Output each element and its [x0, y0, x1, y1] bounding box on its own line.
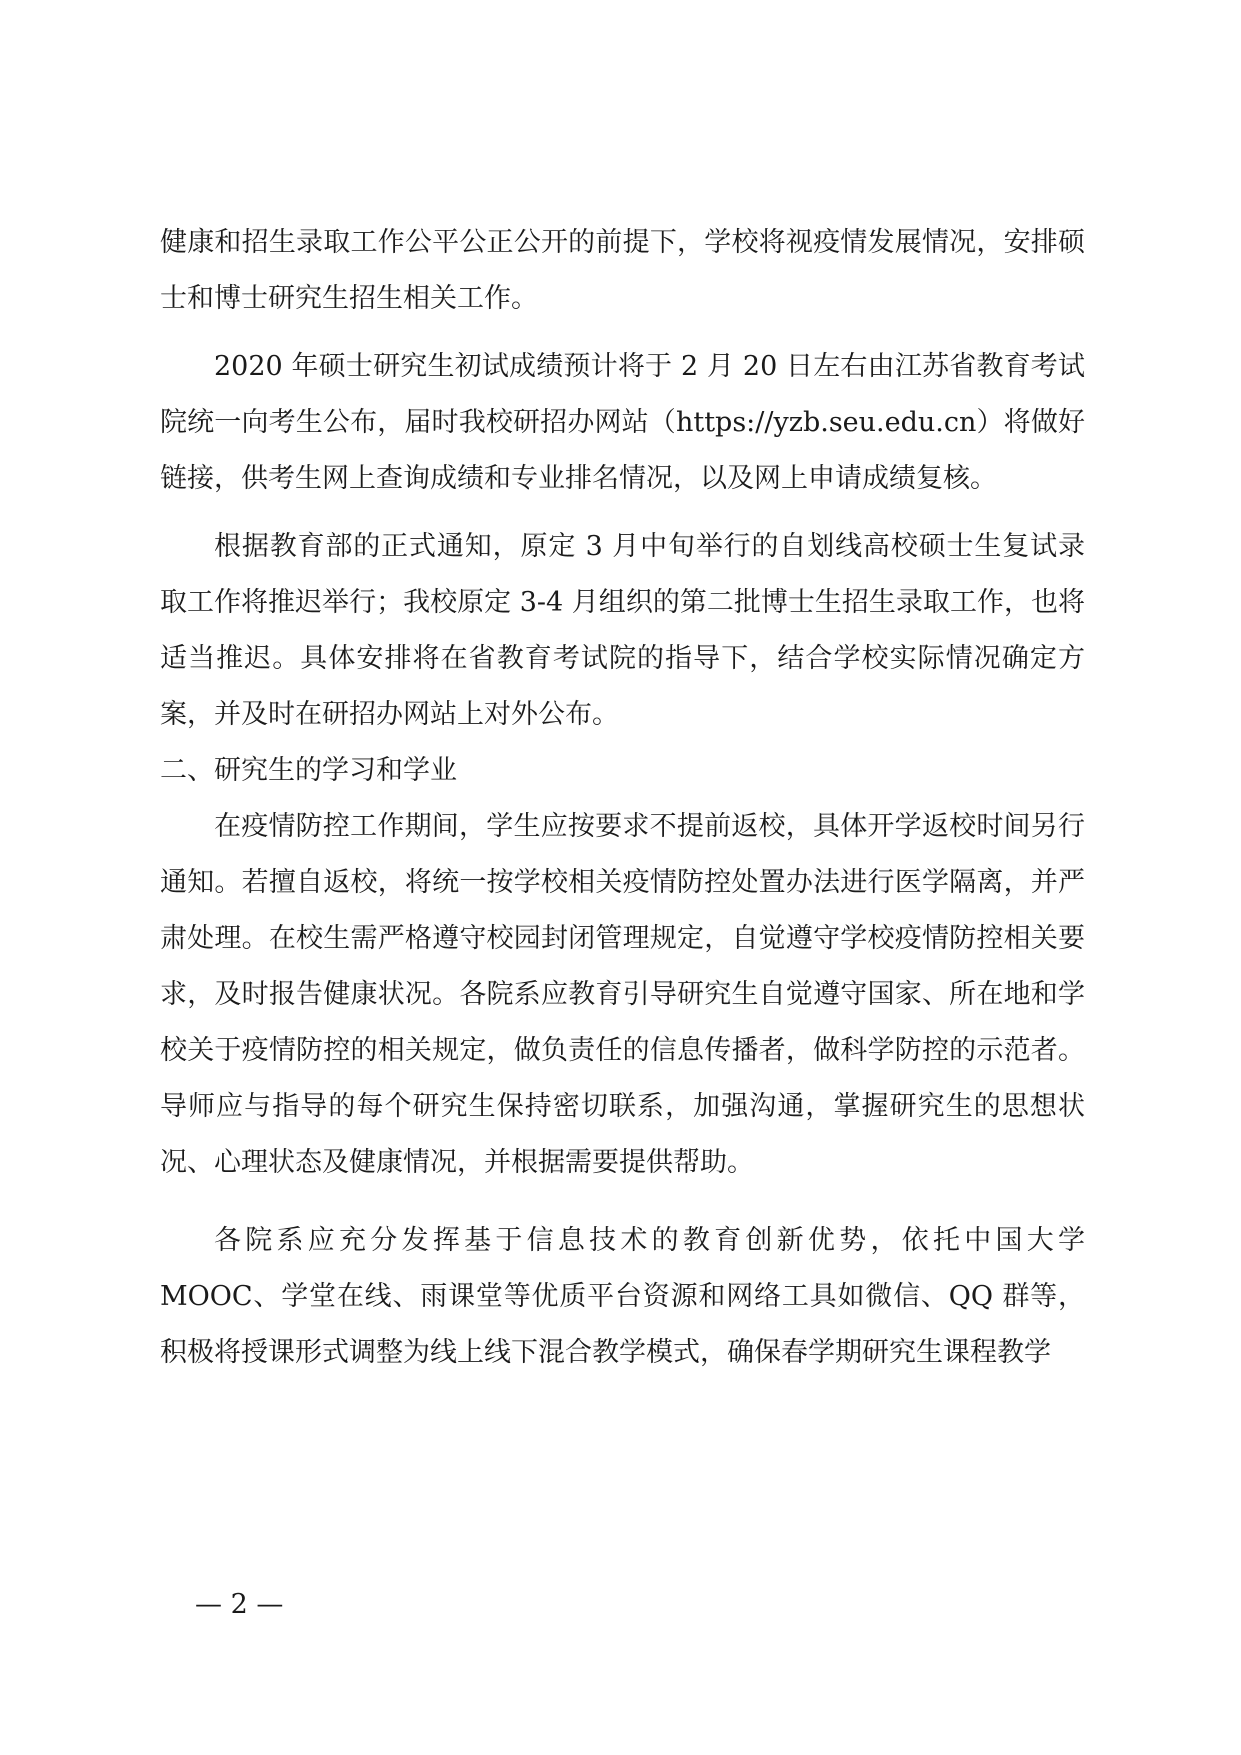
section-heading-study: 二、研究生的学习和学业	[160, 755, 457, 786]
paragraph-online-teaching: 各院系应充分发挥基于信息技术的教育创新优势，依托中国大学 MOOC、学堂在线、雨课堂等优质平台资源和网络工具如微信、QQ 群等，积极将授课形式调整为线上线下混合教学模式，确保春学期研究生课程教学	[160, 1225, 1085, 1368]
paragraph-retest-delay: 根据教育部的正式通知，原定 3 月中旬举行的自划线高校硕士生复试录取工作将推迟举行；我校原定 3-4 月组织的第二批博士生招生录取工作，也将适当推迟。具体安排将在省教育考试院的指导下，结合学校实际情况确定方案，并及时在研招办网站上对外公布。	[160, 531, 1085, 730]
paragraph-epidemic-rules: 在疫情防控工作期间，学生应按要求不提前返校，具体开学返校时间另行通知。若擅自返校，将统一按学校相关疫情防控处置办法进行医学隔离，并严肃处理。在校生需严格遵守校园封闭管理规定，自觉遵守学校疫情防控相关要求，及时报告健康状况。各院系应教育引导研究生自觉遵守国家、所在地和学校关于疫情防控的相关规定，做负责任的信息传播者，做科学防控的示范者。导师应与指导的每个研究生保持密切联系，加强沟通，掌握研究生的思想状况、心理状态及健康情况，并根据需要提供帮助。	[160, 811, 1085, 1178]
page-number: — 2 —	[195, 1589, 284, 1620]
paragraph-exam-scores: 2020 年硕士研究生初试成绩预计将于 2 月 20 日左右由江苏省教育考试院统一向考生公布，届时我校研招办网站（https://yzb.seu.edu.cn）将做好链接，供考生网上查询成绩和专业排名情况，以及网上申请成绩复核。	[160, 351, 1085, 494]
paragraph-admissions-intro: 健康和招生录取工作公平公正公开的前提下，学校将视疫情发展情况，安排硕士和博士研究生招生相关工作。	[160, 227, 1085, 314]
document-body	[160, 215, 1085, 1381]
paragraph-spacer	[160, 327, 1085, 339]
paragraph-spacer	[160, 1191, 1085, 1213]
paragraph-spacer	[160, 507, 1085, 519]
